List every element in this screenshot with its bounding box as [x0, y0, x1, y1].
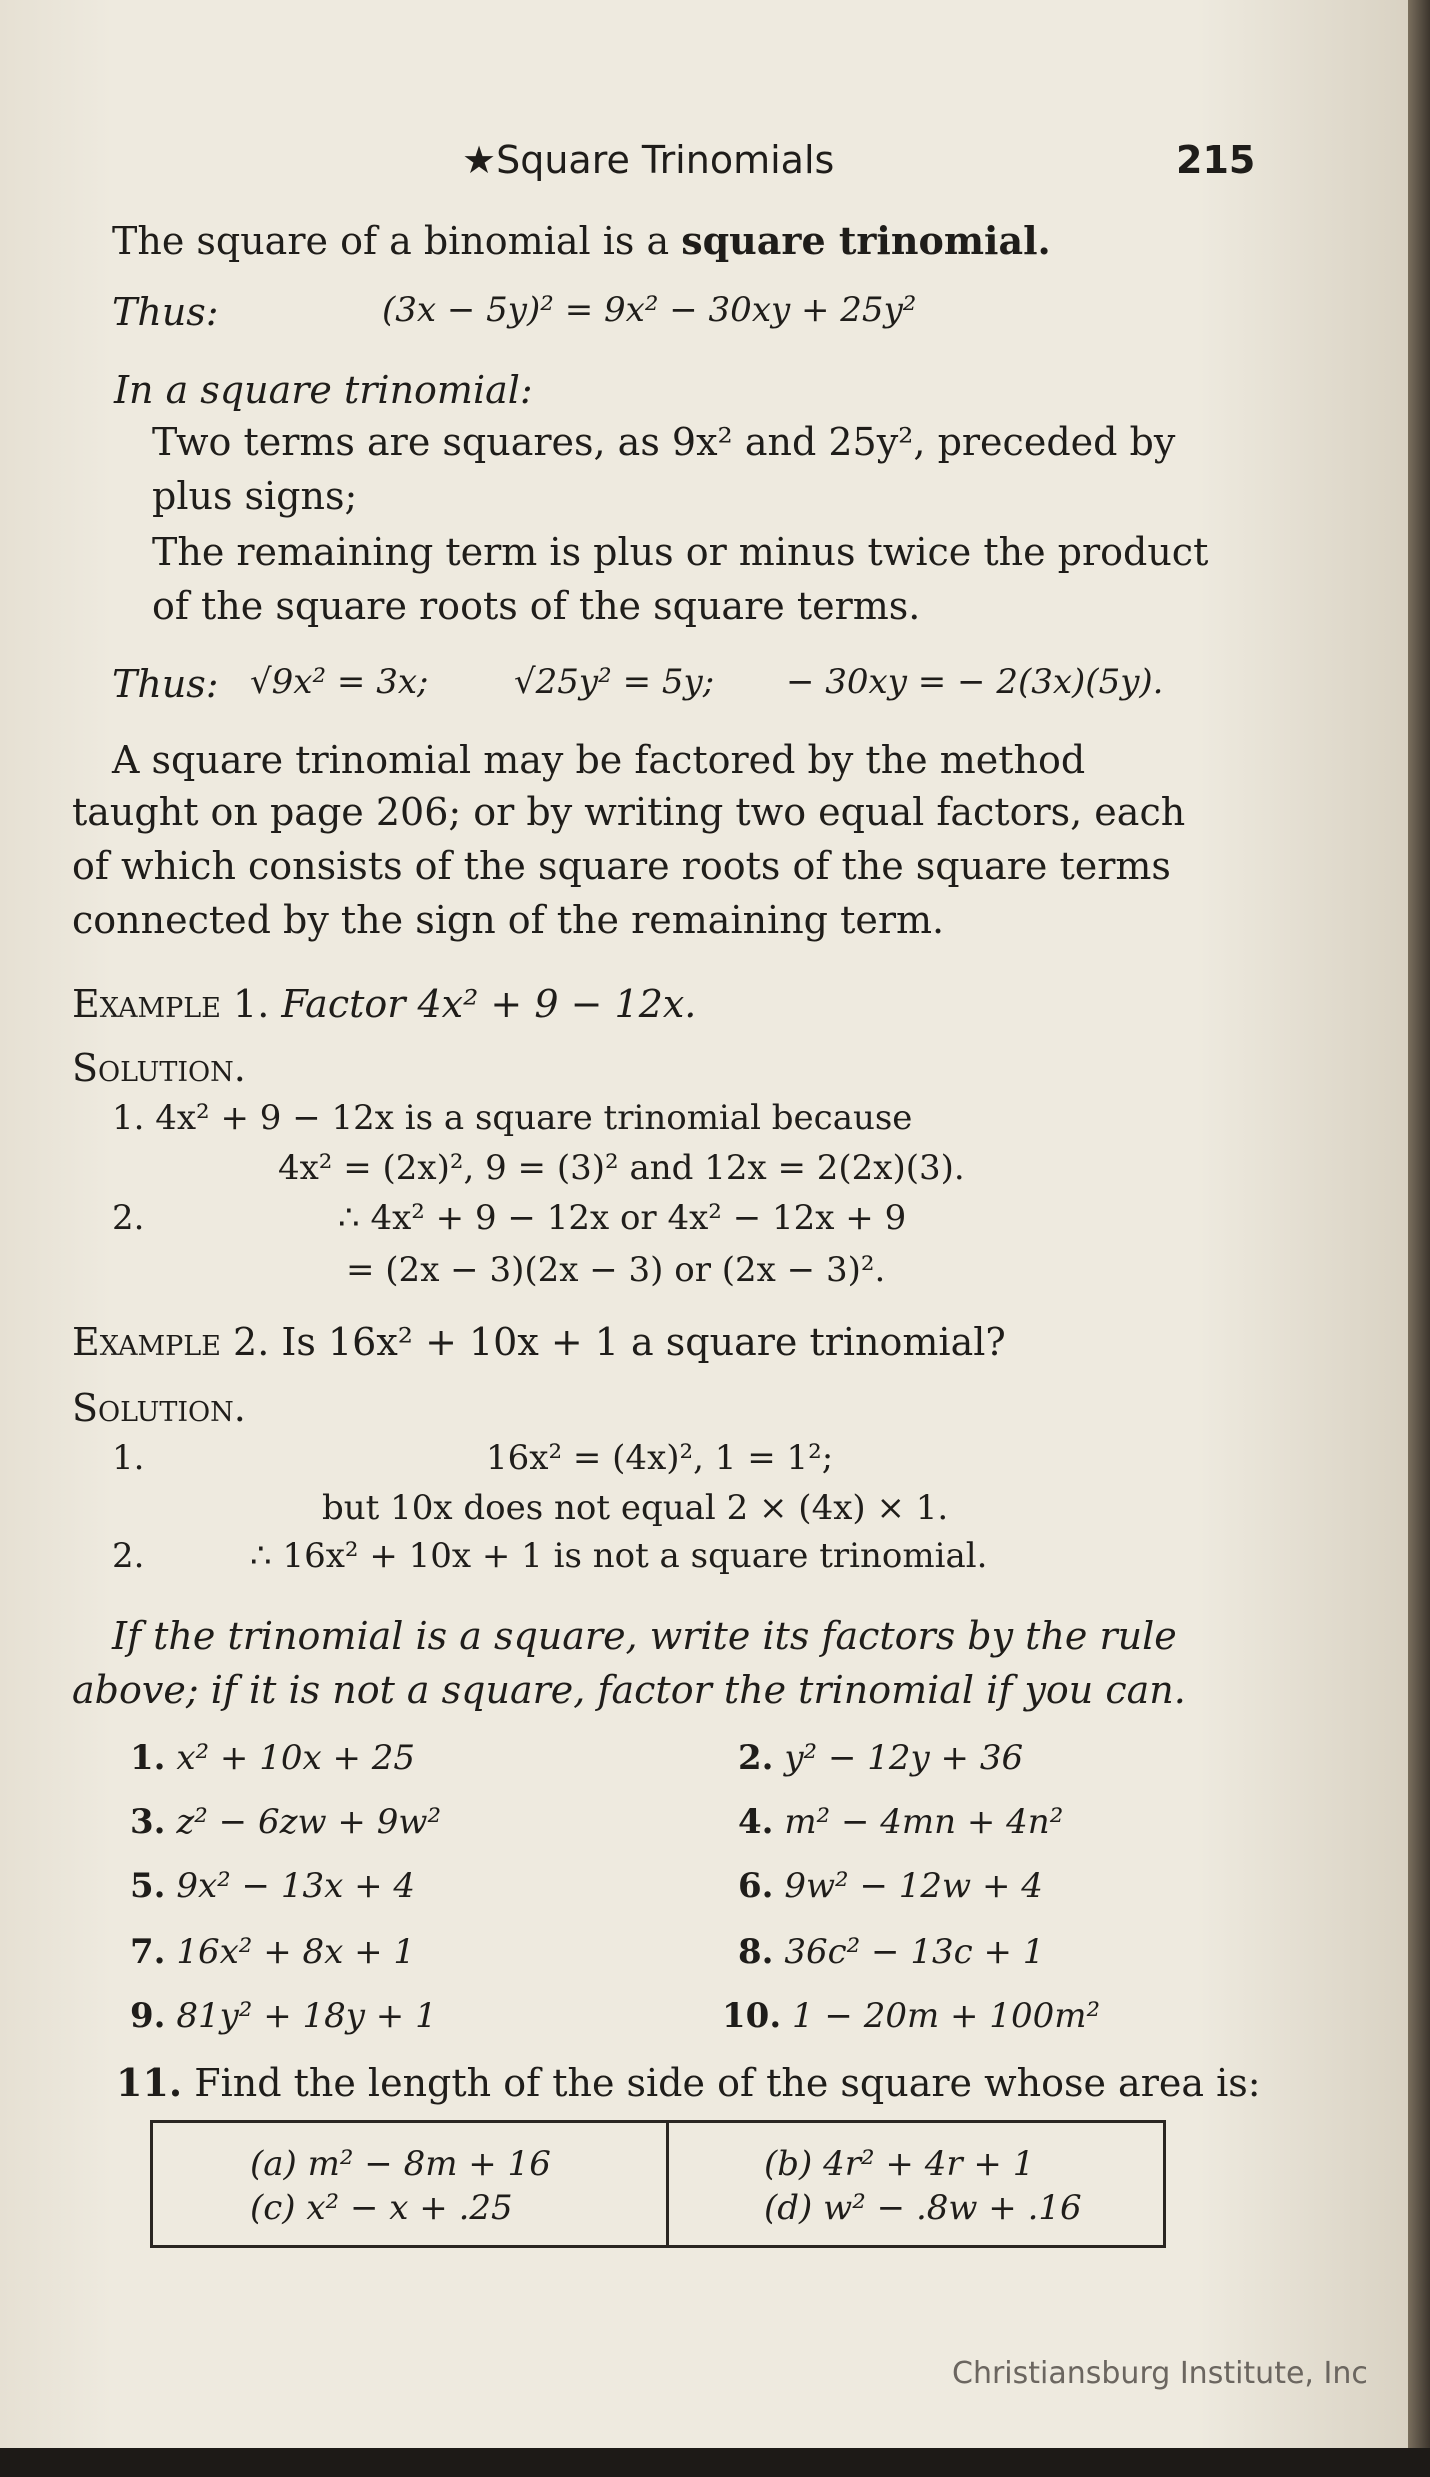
thus-equation-2a: √9x² = 3x; [250, 662, 429, 702]
exercise-item [738, 1932, 1044, 1972]
example-1-label: Example 1. [72, 982, 270, 1026]
exercise-expression: y² − 12y + 36 [784, 1738, 1024, 1778]
box-item-c: (c) x² − x + .25 [250, 2188, 513, 2228]
paragraph-line: connected by the sign of the remaining term. [72, 898, 945, 942]
exercise-expression: 16x² + 8x + 1 [176, 1932, 416, 1972]
exercise-expression: 9w² − 12w + 4 [784, 1866, 1043, 1906]
exercise-11-text: Find the length of the side of the square whose area is: [194, 2061, 1261, 2105]
rule-heading: In a square trinomial: [114, 368, 533, 412]
exercise-expression: 9x² − 13x + 4 [176, 1866, 416, 1906]
star-icon: ★ [462, 138, 497, 182]
solution-1-step-1b: 4x² = (2x)², 9 = (3)² and 12x = 2(2x)(3). [278, 1148, 965, 1188]
solution-1-step-2-num: 2. [112, 1198, 145, 1238]
rule-line: of the square roots of the square terms. [152, 584, 921, 628]
box-divider [666, 2120, 669, 2248]
thus-equation-1: (3x − 5y)² = 9x² − 30xy + 25y² [382, 290, 917, 330]
rule-line: The remaining term is plus or minus twice the product [152, 530, 1209, 574]
example-2-label: Example 2. [72, 1320, 270, 1364]
exercise-number: 6. [738, 1866, 774, 1906]
exercise-item [130, 1866, 415, 1906]
solution-1-step-2: ∴ 4x² + 9 − 12x or 4x² − 12x + 9 [338, 1198, 907, 1238]
exercise-item [738, 1738, 1023, 1778]
rule-line: plus signs; [152, 474, 358, 518]
solution-1-label: Solution. [72, 1046, 246, 1090]
exercise-number: 11. [116, 2060, 183, 2105]
exercise-item [130, 1996, 437, 2036]
instructions-line: above; if it is not a square, factor the trinomial if you can. [72, 1668, 1186, 1712]
exercise-11 [116, 2060, 1261, 2105]
exercise-number: 5. [130, 1866, 166, 1906]
example-2-prompt: Is 16x² + 10x + 1 a square trinomial? [281, 1320, 1006, 1364]
exercise-expression: z² − 6zw + 9w² [176, 1802, 442, 1842]
intro-sentence [112, 218, 1051, 263]
example-1-prompt: Factor 4x² + 9 − 12x. [281, 982, 697, 1026]
rule-line: Two terms are squares, as 9x² and 25y², preceded by [152, 420, 1176, 464]
box-item-a: (a) m² − 8m + 16 [250, 2144, 551, 2184]
watermark: Christiansburg Institute, Inc [952, 2356, 1368, 2391]
exercise-number: 3. [130, 1802, 166, 1842]
page-header-title [462, 138, 834, 182]
exercise-number: 4. [738, 1802, 774, 1842]
solution-2-step-1: 16x² = (4x)², 1 = 1²; [486, 1438, 834, 1478]
exercise-item [130, 1738, 415, 1778]
solution-2-step-2: ∴ 16x² + 10x + 1 is not a square trinomial. [250, 1536, 988, 1576]
exercise-number: 7. [130, 1932, 166, 1972]
paragraph-line: A square trinomial may be factored by the method [112, 738, 1086, 782]
exercise-item [130, 1932, 415, 1972]
box-item-b: (b) 4r² + 4r + 1 [764, 2144, 1035, 2184]
exercise-item [738, 1866, 1043, 1906]
solution-1-step-2b: = (2x − 3)(2x − 3) or (2x − 3)². [346, 1250, 886, 1290]
intro-text: The square of a binomial is a [112, 219, 670, 263]
answer-box [150, 2120, 1166, 2248]
exercise-number: 10. [722, 1996, 782, 2036]
box-item-d: (d) w² − .8w + .16 [764, 2188, 1082, 2228]
exercise-number: 9. [130, 1996, 166, 2036]
exercise-expression: m² − 4mn + 4n² [784, 1802, 1064, 1842]
thus-equation-2c: − 30xy = − 2(3x)(5y). [786, 662, 1164, 702]
solution-2-step-2-num: 2. [112, 1536, 145, 1576]
exercise-item [738, 1802, 1063, 1842]
page-bottom-shadow [0, 2448, 1430, 2477]
solution-2-step-1-num: 1. [112, 1438, 145, 1478]
exercise-expression: 1 − 20m + 100m² [791, 1996, 1101, 2036]
exercise-expression: x² + 10x + 25 [176, 1738, 416, 1778]
exercise-number: 2. [738, 1738, 774, 1778]
intro-bold-term: square trinomial. [681, 218, 1051, 263]
exercise-number: 8. [738, 1932, 774, 1972]
thus-equation-2b: √25y² = 5y; [514, 662, 715, 702]
page-number: 215 [1176, 138, 1256, 182]
thus-label-2: Thus: [112, 662, 219, 706]
exercise-item [722, 1996, 1100, 2036]
solution-1-step-1: 1. 4x² + 9 − 12x is a square trinomial because [112, 1098, 913, 1138]
chapter-title: Square Trinomials [496, 138, 835, 182]
solution-2-label: Solution. [72, 1386, 246, 1430]
thus-label-1: Thus: [112, 290, 219, 334]
example-1 [72, 982, 696, 1026]
exercise-expression: 36c² − 13c + 1 [784, 1932, 1045, 1972]
paragraph-line: taught on page 206; or by writing two equal factors, each [72, 790, 1186, 834]
paragraph-line: of which consists of the square roots of the square terms [72, 844, 1171, 888]
instructions-line: If the trinomial is a square, write its factors by the rule [112, 1614, 1177, 1658]
exercise-number: 1. [130, 1738, 166, 1778]
example-2 [72, 1320, 1006, 1364]
exercise-expression: 81y² + 18y + 1 [176, 1996, 437, 2036]
solution-2-step-1b: but 10x does not equal 2 × (4x) × 1. [322, 1488, 949, 1528]
page-edge [1408, 0, 1430, 2477]
exercise-item [130, 1802, 441, 1842]
